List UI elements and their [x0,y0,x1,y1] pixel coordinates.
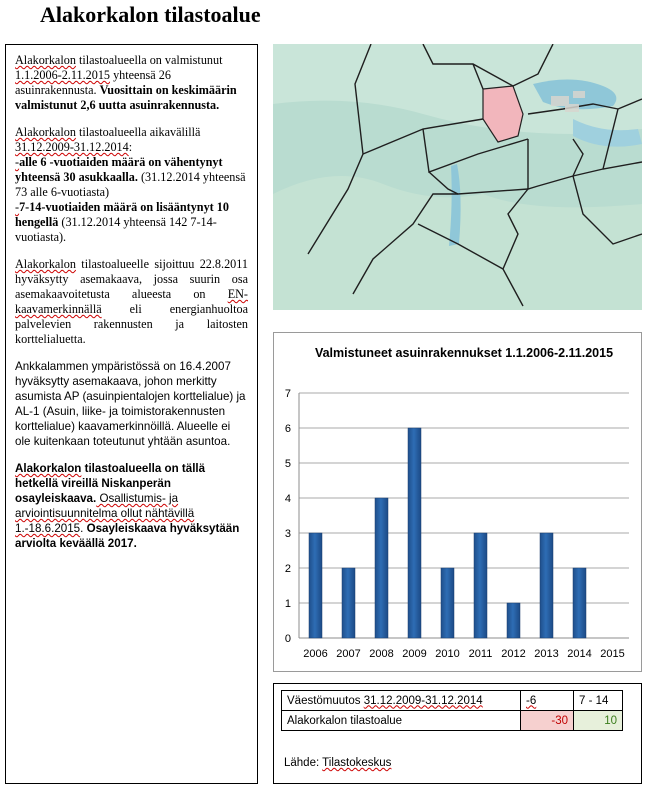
paragraph-ankkalampi: Ankkalammen ympäristössä on 16.4.2007 hyväksytty asemakaava, johon merkitty asumista AP (asuinpientalojen korttelialue) ja AL-1 (Asuin, liike- ja toimistorakennusten korttelialue) kaavamerkinnöillä. Alueelle ei ole kuitenkaan toteutunut yhtään asuntoa. [15,360,246,448]
x-tick-label: 2006 [303,648,328,660]
bar-2008 [375,498,388,638]
x-tick-label: 2013 [534,648,559,660]
age-7-14-change-value: 10 [574,711,623,731]
paragraph-zoning-plan: Alakorkalon tilastoalueelle sijoittuu 22.8.2011 hyväksytty asemakaava, jossa suurin osa asemakaavoitetusta alueesta on EN-kaavamerkinnällä eli energianhuoltoa palvelevien rakennusten ja laitosten korttelialuetta. [15,257,248,346]
under-6-change-value: -30 [521,711,574,731]
paragraph-master-plan: Alakorkalon tilastoalueella on tällä hetkellä vireillä Niskanperän osayleiskaava. Osallistumis- ja arviointisuunnitelma ollut nähtävillä 1.-18.6.2015. Osayleiskaava hyväksytään arviolta keväällä 2017. [15,462,240,550]
table-header-7-14: 7 - 14 [574,691,623,711]
page-title: Alakorkalon tilastoalue [40,2,261,27]
area-map [273,44,642,310]
y-tick-label: 5 [284,458,291,470]
paragraph-population: Alakorkalon tilastoalueella aikavälillä 31.12.2009-31.12.2014: -alle 6 -vuotiaiden määrä on vähentynyt yhteensä 30 asukkaalla. (31.12.2014 yhteensä 73 alle 6-vuotiasta) -7-14-vuotiaiden määrä on lisääntynyt 10 hengellä (31.12.2014 yhteensä 142 7-14-vuotiasta). [15,125,246,244]
x-tick-label: 2011 [468,648,493,660]
bar-2009 [408,428,421,638]
table-row-label: Alakorkalon tilastoalue [282,711,521,731]
x-tick-label: 2007 [336,648,361,660]
bar-2010 [441,568,454,638]
x-tick-label: 2009 [402,648,427,660]
bar-2006 [309,533,322,638]
y-tick-label: 3 [284,528,291,540]
y-tick-label: 1 [284,598,291,610]
chart-plot [274,333,641,671]
y-tick-label: 6 [284,423,291,435]
info-text-box [5,44,258,784]
x-tick-label: 2008 [369,648,394,660]
area-map-image [273,44,642,310]
x-tick-label: 2012 [501,648,526,660]
y-tick-label: 0 [284,633,291,645]
x-tick-label: 2015 [600,648,625,660]
y-tick-label: 7 [284,388,291,400]
bar-2012 [507,603,520,638]
buildings-chart [273,332,642,672]
population-box [273,683,642,784]
population-table [281,690,623,731]
bar-2013 [540,533,553,638]
y-tick-label: 2 [284,563,291,575]
table-row [282,711,623,731]
y-tick-label: 4 [284,493,291,505]
bar-2007 [342,568,355,638]
x-tick-label: 2014 [567,648,592,660]
table-row [282,691,623,711]
x-tick-label: 2010 [435,648,460,660]
bar-2014 [573,568,586,638]
bar-2011 [474,533,487,638]
chart-title: Valmistuneet asuinrakennukset 1.1.2006-2.11.2015 [314,346,614,360]
source-note: Lähde: Tilastokeskus [284,757,392,769]
paragraph-construction: Alakorkalon tilastoalueella on valmistunut 1.1.2006-2.11.2015 yhteensä 26 asuinrakennusta. Vuosittain on keskimäärin valmistunut 2,6 uutta asuinrakennusta. [15,53,237,112]
table-header-under-6: -6 [521,691,574,711]
table-header-label: Väestömuutos 31.12.2009-31.12.2014 [282,691,521,711]
